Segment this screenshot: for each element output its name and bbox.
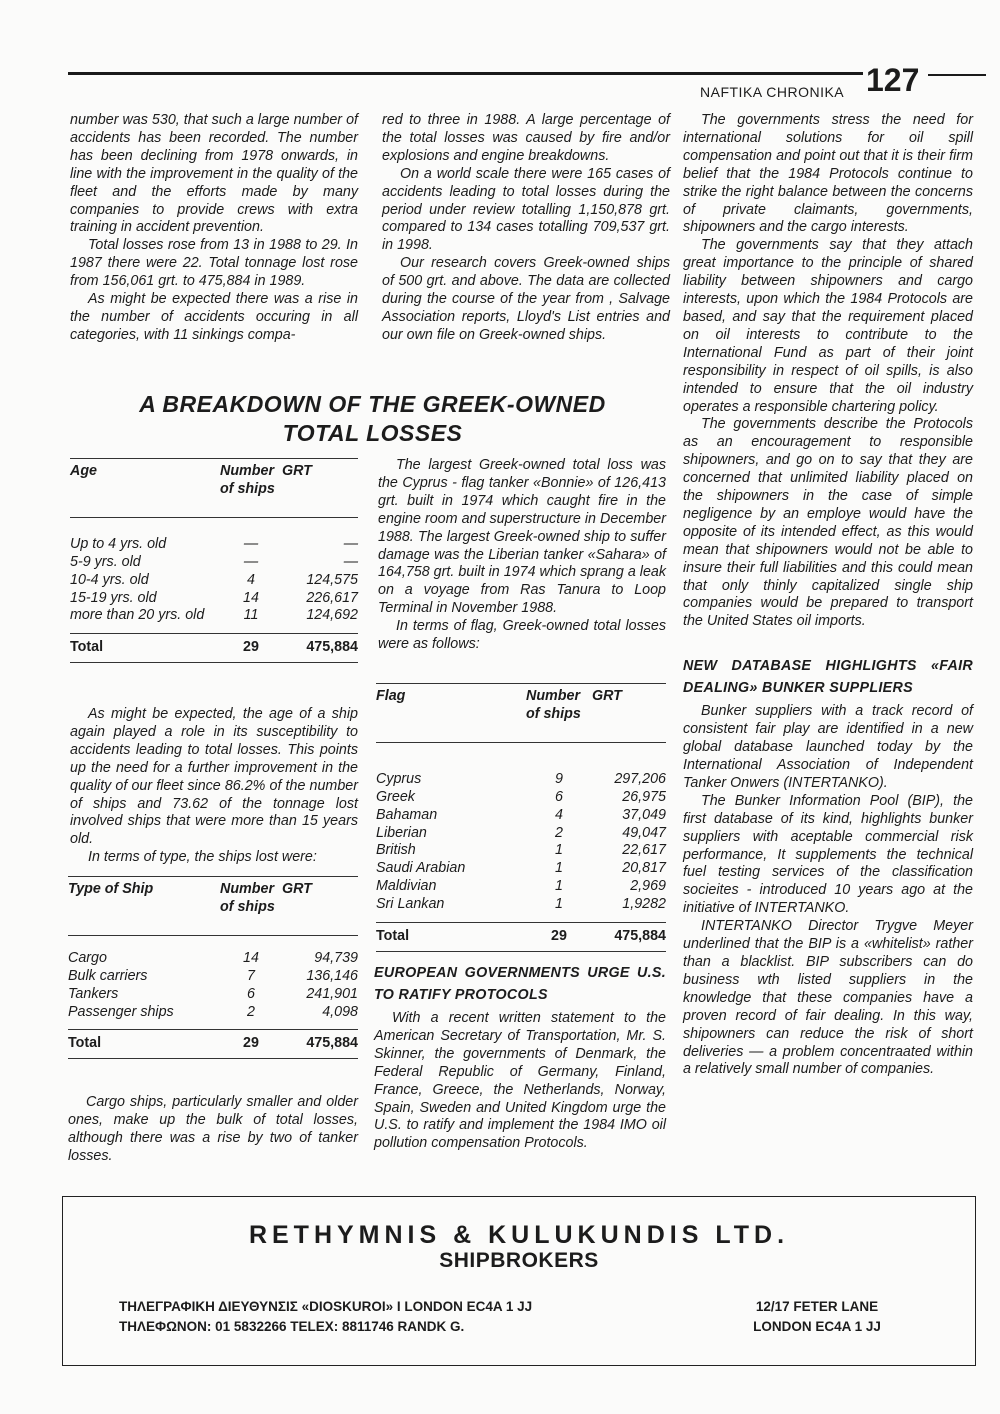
table-row: Cyprus 9 297,206 (376, 770, 666, 787)
table-row: Saudi Arabian 1 20,817 (376, 860, 666, 877)
europe-article (374, 962, 666, 1153)
total-row: Total 29 475,884 (68, 1030, 358, 1059)
header-rule (68, 72, 863, 75)
grt-header: GRT (282, 881, 312, 897)
col1-top (70, 112, 358, 345)
table-row: Maldivian 1 2,969 (376, 878, 666, 895)
paragraph: In terms of type, the ships lost were: (88, 849, 317, 866)
ad-address-line2: LONDON EC4A 1 JJ (753, 1319, 881, 1334)
paragraph: On a world scale there were 165 cases of accidents leading to total losses during the period under review totalling 1,150,878 grt. compared to 134 cases totalling 709,537 grt. in 1998. (382, 165, 670, 254)
paragraph: Cargo ships, particularly smaller and older ones, make up the bulk of total losses, although there was a rise by two of tanker losses. (68, 1094, 358, 1164)
table-row: Cargo 14 94,739 (68, 949, 358, 966)
age-header: Age (70, 463, 98, 479)
age-table (70, 458, 358, 663)
paragraph: INTERTANKO Director Trygve Meyer underlined that the BIP is a «whitelist» rather than a blacklist. BIP subscribers can do business wth listed suppliers in the knowledge that these companies have a proven record of fair dealing. In this way, shipowners can reduce the risk of short deliveries — a problem concentraated within a relatively small number of companies. (683, 918, 973, 1078)
count-header: Number of ships (220, 881, 275, 915)
ad-company-name: RETHYMNIS & KULUKUNDIS LTD. (248, 1221, 790, 1249)
paragraph: As might be expected, the age of a ship again played a role in its susceptibility to accidents leading to total losses. This points up the need for a further improvement in the quality of our fleet since 86.2% of the number of ships and 73.62 of the tonnage lost involved ships that were more than 15 years old. (70, 706, 358, 848)
flag-table (376, 683, 666, 952)
article-headline (70, 390, 675, 448)
flag-header: Flag (376, 688, 406, 704)
page-number: 127 (866, 62, 920, 98)
europe-title: EUROPEAN GOVERNMENTS URGE U.S. TO RATIFY PROTOCOLS (374, 965, 666, 1003)
paragraph: red to three in 1988. A large percentage of the total losses was caused by fire and/or explosions and engine breakdowns. (382, 112, 670, 164)
paragraph: Total losses rose from 13 in 1988 to 29. In 1987 there were 22. Total tonnage lost rose from 156,061 grt. to 475,884 in 1989. (70, 237, 358, 290)
table-row: Sri Lankan 1 1,9282 (376, 896, 666, 913)
total-row: Total 29 475,884 (70, 634, 358, 663)
publication-name: NAFTIKA CHRONIKA (700, 84, 845, 100)
ad-telegraph-line: ΤΗΛΕΓΡΑΦΙΚΗ ΔΙΕΥΘΥΝΣΙΣ «DIOSKUROI» I LONDON EC4A 1 JJ (119, 1299, 533, 1314)
flag-table-wrap (376, 683, 666, 952)
ad-address-line1: 12/17 FETER LANE (755, 1299, 879, 1314)
total-row: Total 29 475,884 (376, 923, 666, 952)
type-header: Type of Ship (68, 881, 154, 897)
headline-line1: A BREAKDOWN OF THE GREEK-OWNED (139, 391, 606, 417)
table-row: Greek 6 26,975 (376, 788, 666, 805)
table-row: 5-9 yrs. old — — (70, 553, 358, 570)
paragraph: The governments stress the need for international solutions for oil spill compensation and point out that it is their firm belief that the 1984 Protocols continue to strike the right balance between the concerns of private claimants, governments, shipowners and the cargo interests. (683, 112, 973, 236)
table-row: Liberian 2 49,047 (376, 824, 666, 841)
table-row: more than 20 yrs. old 11 124,692 (70, 607, 358, 624)
count-header: Number of ships (220, 463, 275, 497)
paragraph: The largest Greek-owned total loss was the Cyprus - flag tanker «Bonnie» of 126,413 grt. built in 1974 which caught fire in the engine room and superstructure in December 1988. The largest Greek-owned ship to suffer damage was the Liberian tanker «Sahara» of 164,758 grt. built in 1974 which sprang a leak on a voyage from Ras Tanura to Loop Terminal in November 1988. (378, 457, 666, 617)
table-row: 10-4 yrs. old 4 124,575 (70, 571, 358, 588)
col3 (683, 112, 973, 1079)
advertisement-box (62, 1196, 976, 1366)
table-row: Passenger ships 2 4,098 (68, 1003, 358, 1020)
col2-mid (378, 457, 666, 654)
type-table (68, 876, 358, 1059)
paragraph: With a recent written statement to the American Secretary of Transportation, Mr. S. Skinner, the governments of Denmark, the Federal Republic of Germany, Finland, France, Greece, the Netherlands, Norway, Spain, Sweden and United Kingdom urge the U.S. to ratify and implement the 1984 IMO oil pollution compensation Protocols. (374, 1010, 666, 1152)
grt-header: GRT (282, 463, 312, 479)
table-row: Bahaman 4 37,049 (376, 806, 666, 823)
type-table-wrap (68, 876, 358, 1059)
paragraph: Our research covers Greek-owned ships of 500 grt. and above. The data are collected during the course of the year from , Salvage Association reports, Lloyd's List entries and our own file on Greek-owned ships. (382, 255, 670, 343)
table-row: Tankers 6 241,901 (68, 985, 358, 1002)
paragraph: As might be expected there was a rise in the number of accidents occuring in all categories, with 11 sinkings compa- (70, 291, 358, 343)
ad-phone-line: ΤΗΛΕΦΩΝΟΝ: 01 5832266 TELEX: 8811746 RANDK G. (119, 1319, 465, 1334)
paragraph: The governments say that they attach great importance to the principle of shared liability between shipowners and cargo interests, upon which the 1984 Protocols are based, and say that the requirement placed on oil interests to contribute to the International Fund as part of their joint responsibility in respect of oil spills, is also intended to ensure that the oil industry operates a responsible chartering policy. (683, 237, 973, 415)
paragraph: The Bunker Information Pool (BIP), the first database of its kind, highlights bunker suppliers with aceptable commercial risk performance, It supplements the technical fuel testing services of the classification socieites - introduced 10 years ago at the initiative of INTERTANKO. (683, 792, 973, 917)
grt-header: GRT (592, 688, 622, 704)
database-title: NEW DATABASE HIGHLIGHTS «FAIR DEALING» BUNKER SUPPLIERS (683, 658, 973, 697)
table-row: Up to 4 yrs. old — — (70, 535, 358, 552)
count-header: Number of ships (526, 688, 581, 722)
ad-subtitle: SHIPBROKERS (439, 1249, 599, 1272)
col1-mid (70, 706, 358, 867)
table-row: Bulk carriers 7 136,146 (68, 967, 358, 984)
paragraph: Bunker suppliers with a track record of consistent fair play are identified in a new global database launched today by the International Association of Independent Tanker Onwers (INTERTANKO). (683, 703, 973, 791)
paragraph: number was 530, that such a large number of accidents has been recorded. The number has been declining from 1978 onwards, in line with the improvement in the quality of the fleet and the efforts made by many companies to provide crews with extra training in accident prevention. (70, 112, 358, 236)
age-table-wrap (70, 458, 358, 663)
header-rule-right (928, 74, 986, 76)
col1-bottom (68, 1094, 358, 1166)
table-row: British 1 22,617 (376, 842, 666, 859)
headline-line2: TOTAL LOSSES (282, 420, 463, 446)
paragraph: The governments describe the Protocols as an encouragement to responsible shipowners, and go on to say that they are concerned that unlimited liability placed on the shipowners in the case of simple negligence by an employe would have the opposite of its intended effect, as this would mean that shipowners would not be able to insure their full liabilities and this could mean that only thinly capitalized single ship companies would be prepared to transport the United States oil imports. (683, 416, 973, 630)
paragraph: In terms of flag, Greek-owned total losses were as follows: (378, 618, 666, 653)
col2-top (382, 112, 670, 345)
table-row: 15-19 yrs. old 14 226,617 (70, 589, 358, 606)
